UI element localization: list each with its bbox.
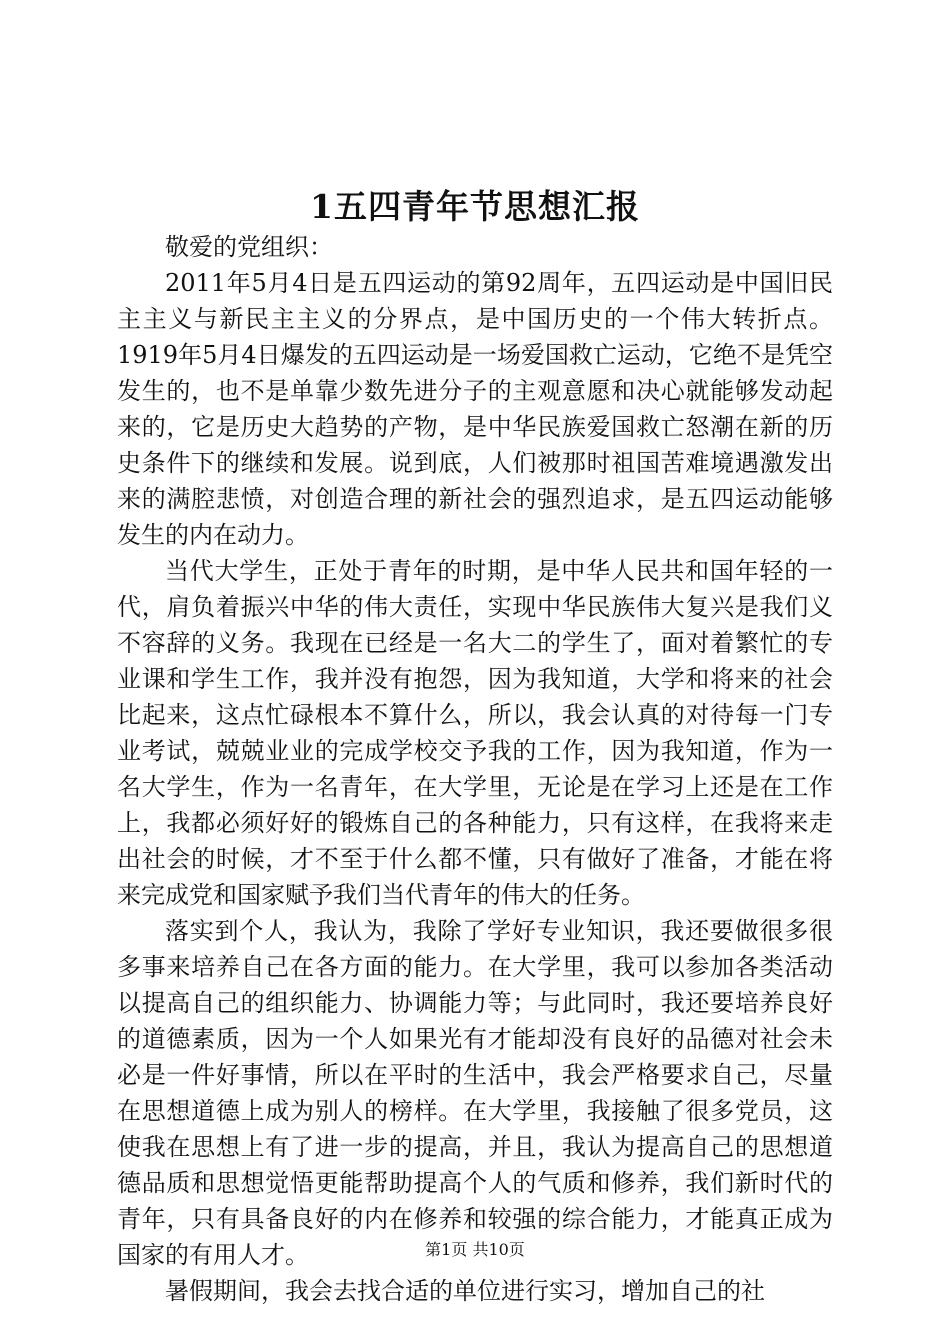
paragraph-2: 当代大学生，正处于青年的时期，是中华人民共和国年轻的一代，肩负着振兴中华的伟大责任，实现中华民族伟大复兴是我们义不容辞的义务。我现在已经是一名大二的学生了，面对着繁忙的专业课和学生工作，我并没有抱怨，因为我知道，大学和将来的社会比起来，这点忙碌根本不算什么，所以，我会认真的对待每一门专业考试，兢兢业业的完成学校交予我的工作，因为我知道，作为一名大学生，作为一名青年，在大学里，无论是在学习上还是在工作上，我都必须好好的锻炼自己的各种能力，只有这样，在我将来走出社会的时候，才不至于什么都不懂，只有做好了准备，才能在将来完成党和国家赋予我们当代青年的伟大的任务。	[117, 557, 833, 909]
paragraph-1: 2011年5月4日是五四运动的第92周年，五四运动是中国旧民主主义与新民主主义的分界点，是中国历史的一个伟大转折点。1919年5月4日爆发的五四运动是一场爱国救亡运动，它绝不是凭空发生的，也不是单靠少数先进分子的主观意愿和决心就能够发动起来的，它是历史大趋势的产物，是中华民族爱国救亡怒潮在新的历史条件下的继续和发展。说到底，人们被那时祖国苦难境遇激发出来的满腔悲愤，对创造合理的新社会的强烈追求，是五四运动能够发生的内在动力。	[117, 269, 833, 549]
document-title: 1五四青年节思想汇报	[310, 187, 640, 226]
document-body	[117, 229, 833, 1309]
paragraph-3: 落实到个人，我认为，我除了学好专业知识，我还要做很多很多事来培养自己在各方面的能力。在大学里，我可以参加各类活动以提高自己的组织能力、协调能力等；与此同时，我还要培养良好的道德素质，因为一个人如果光有才能却没有良好的品德对社会未必是一件好事情，所以在平时的生活中，我会严格要求自己，尽量在思想道德上成为别人的榜样。在大学里，我接触了很多党员，这使我在思想上有了进一步的提高，并且，我认为提高自己的思想道德品质和思想觉悟更能帮助提高个人的气质和修养，我们新时代的青年，只有具备良好的内在修养和较强的综合能力，才能真正成为国家的有用人才。	[117, 917, 833, 1269]
greeting-line: 敬爱的党组织：	[165, 233, 333, 261]
page-number-footer: 第1页 共10页	[425, 1240, 525, 1259]
paragraph-4: 暑假期间，我会去找合适的单位进行实习，增加自己的社	[165, 1277, 765, 1305]
